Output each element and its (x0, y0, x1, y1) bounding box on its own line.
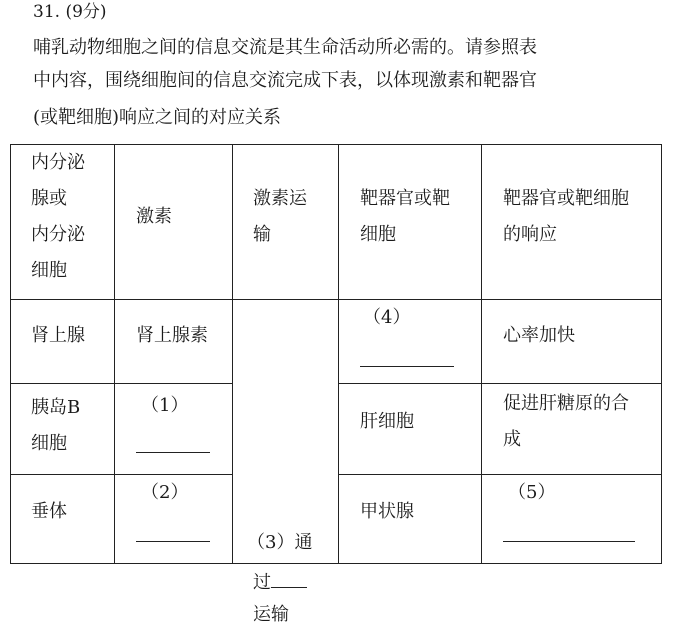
question-text-line-1: 哺乳动物细胞之间的信息交流是其生命活动所必需的。请参照表 (33, 37, 537, 58)
hormone-table (10, 144, 662, 625)
transport-line-2 (253, 561, 307, 601)
row2-target (339, 384, 482, 475)
header-response (482, 145, 662, 300)
row1-target (339, 300, 482, 384)
row3-target-text: 甲状腺 (360, 501, 414, 522)
row2-response-line-1: 促进肝糖原的合 (503, 393, 629, 414)
row3-gland (11, 475, 115, 564)
row1-gland-text: 肾上腺 (31, 325, 85, 346)
header-transport-line-1: 激素运 (253, 188, 307, 209)
blank-3[interactable] (271, 561, 307, 588)
row2-hormone (115, 384, 233, 475)
transport-merged-cell (233, 300, 339, 625)
row2-gland-line-2: 细胞 (31, 433, 67, 454)
transport-line-3: 运输 (253, 604, 289, 625)
row1-hormone-text: 肾上腺素 (136, 325, 208, 346)
transport-line-1: （3）通 (247, 532, 313, 553)
question-number: 31. (9分) (33, 2, 107, 22)
row3-target (339, 475, 482, 564)
row3-gland-text: 垂体 (31, 501, 67, 522)
header-transport (233, 145, 339, 300)
row1-target-blank-label: （4） (363, 307, 411, 328)
blank-5[interactable] (503, 515, 635, 542)
blank-1[interactable] (136, 426, 210, 453)
row1-response-text: 心率加快 (503, 325, 575, 346)
header-gland-line-2: 腺或 (31, 188, 67, 209)
blank-2[interactable] (136, 515, 210, 542)
row3-response (482, 475, 662, 564)
row2-hormone-blank-label: （1） (141, 395, 189, 416)
header-gland-line-3: 内分泌 (31, 224, 85, 245)
row1-response (482, 300, 662, 384)
row2-target-text: 肝细胞 (360, 411, 414, 432)
row3-hormone-blank-label: （2） (141, 482, 189, 503)
header-gland-line-1: 内分泌 (31, 152, 85, 173)
header-response-line-2: 的响应 (503, 224, 557, 245)
row2-gland-line-1: 胰岛B (31, 397, 81, 418)
question-text-line-2: 中内容，围绕细胞间的信息交流完成下表，以体现激素和靶器官 (33, 70, 537, 91)
header-hormone-text: 激素 (136, 206, 172, 227)
question-text-line-3: (或靶细胞)响应之间的对应关系 (33, 107, 282, 128)
table-header-row (11, 145, 662, 300)
header-gland (11, 145, 115, 300)
header-gland-line-4: 细胞 (31, 260, 67, 281)
transport-line-2-prefix: 过 (253, 572, 271, 593)
blank-4[interactable] (360, 340, 454, 367)
row1-hormone (115, 300, 233, 384)
row2-response-line-2: 成 (503, 429, 521, 450)
row3-hormone (115, 475, 233, 564)
header-target-line-2: 细胞 (360, 224, 396, 245)
row3-response-blank-label: （5） (508, 482, 556, 503)
header-transport-line-2: 输 (253, 224, 271, 245)
row2-response (482, 384, 662, 475)
header-hormone (115, 145, 233, 300)
header-target-line-1: 靶器官或靶 (360, 188, 450, 209)
table-row (11, 300, 662, 384)
row1-gland (11, 300, 115, 384)
header-target (339, 145, 482, 300)
row2-gland (11, 384, 115, 475)
header-response-line-1: 靶器官或靶细胞 (503, 188, 629, 209)
